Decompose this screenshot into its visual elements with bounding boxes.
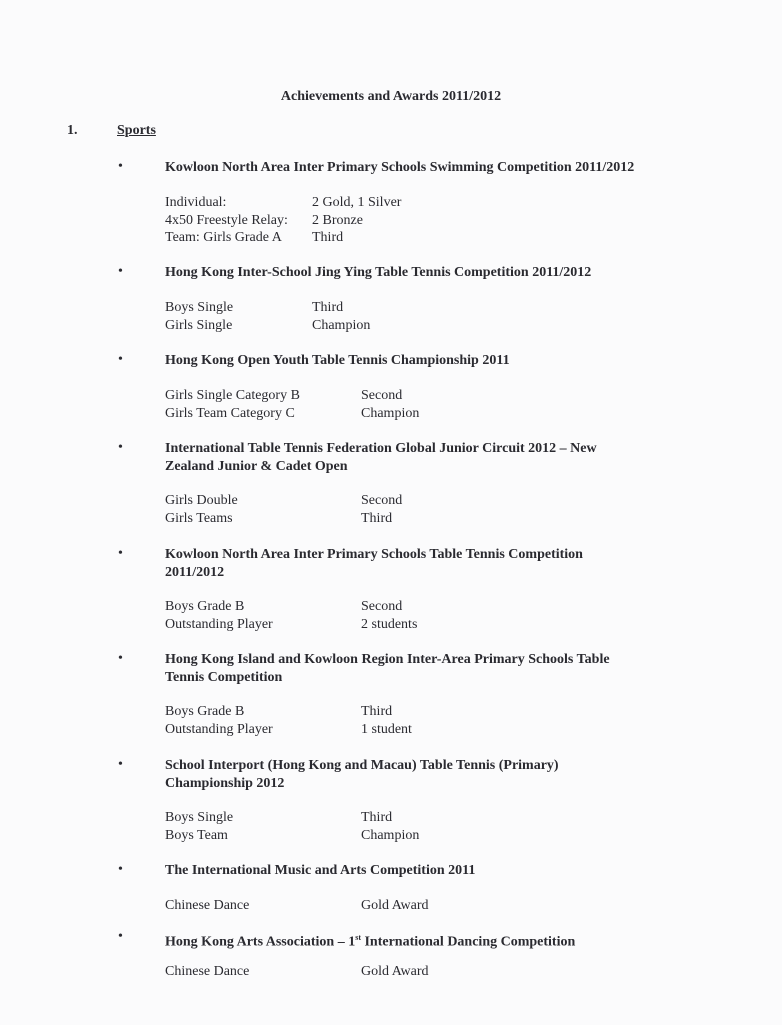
bullet: • <box>118 546 123 561</box>
result-label: Outstanding Player <box>165 721 273 737</box>
result-value: Third <box>312 230 344 245</box>
item-title <box>165 929 665 951</box>
item-title: The International Music and Arts Competition 2011 <box>165 863 476 878</box>
bullet: • <box>118 440 123 455</box>
result-value: Gold Award <box>361 898 429 913</box>
item-title: Kowloon North Area Inter Primary Schools Swimming Competition 2011/2012 <box>165 160 635 175</box>
result-label: Team: Girls Grade A <box>165 230 282 245</box>
result-value: Second <box>361 493 403 508</box>
result-label: Boys Single <box>165 300 234 315</box>
item-title <box>165 651 665 686</box>
item-title-line: Championship 2012 <box>165 775 285 791</box>
result-value: Third <box>361 510 393 526</box>
item-title-sup: st <box>355 933 361 942</box>
bullet: • <box>118 159 123 174</box>
bullet: • <box>118 929 123 944</box>
result-label: Girls Single <box>165 317 233 333</box>
bullet: • <box>118 651 123 666</box>
result-label: Girls Double <box>165 493 238 508</box>
result-label: Girls Teams <box>165 510 233 526</box>
result-label: Boys Team <box>165 827 228 843</box>
result-label: 4x50 Freestyle Relay: <box>165 212 288 228</box>
bullet: • <box>118 264 123 279</box>
bullet: • <box>118 352 123 367</box>
result-label: Individual: <box>165 195 227 210</box>
item-title <box>165 757 665 792</box>
result-value: 2 students <box>361 616 418 632</box>
section-title: Sports <box>117 123 156 138</box>
item-title-line: 2011/2012 <box>165 564 225 580</box>
result-value: Gold Award <box>361 964 429 979</box>
result-value: Champion <box>361 827 420 843</box>
item-title-line: International Table Tennis Federation Global Junior Circuit 2012 – New <box>165 441 597 456</box>
result-label: Chinese Dance <box>165 964 250 979</box>
item-title-line: Kowloon North Area Inter Primary Schools Table Tennis Competition <box>165 547 583 562</box>
result-value: Second <box>361 599 403 614</box>
page-title: Achievements and Awards 2011/2012 <box>280 89 502 104</box>
result-label: Boys Grade B <box>165 599 245 614</box>
item-title <box>165 440 665 475</box>
item-title: Hong Kong Open Youth Table Tennis Championship 2011 <box>165 353 510 368</box>
result-value: Third <box>312 300 344 315</box>
result-value: Second <box>361 388 403 403</box>
result-label: Boys Single <box>165 810 234 825</box>
item-title-line: Hong Kong Island and Kowloon Region Inter-Area Primary Schools Table <box>165 652 610 667</box>
result-value: Third <box>361 810 393 825</box>
item-title-before: Hong Kong Arts Association – 1 <box>165 934 356 950</box>
bullet: • <box>118 862 123 877</box>
result-value: Champion <box>312 317 371 333</box>
result-value: 2 Bronze <box>312 212 363 228</box>
result-value: 2 Gold, 1 Silver <box>312 195 402 210</box>
item-title-after: International Dancing Competition <box>360 934 576 950</box>
bullet: • <box>118 757 123 772</box>
result-label: Chinese Dance <box>165 898 250 913</box>
item-title-line: Tennis Competition <box>165 669 283 685</box>
item-title: Hong Kong Inter-School Jing Ying Table Tennis Competition 2011/2012 <box>165 265 592 280</box>
result-value: Champion <box>361 405 420 421</box>
result-label: Girls Team Category C <box>165 405 295 421</box>
result-label: Girls Single Category B <box>165 388 300 403</box>
item-title-line: Zealand Junior & Cadet Open <box>165 458 348 474</box>
result-value: Third <box>361 704 393 719</box>
item-title <box>165 546 665 581</box>
item-title-line: School Interport (Hong Kong and Macau) Table Tennis (Primary) <box>165 758 559 773</box>
result-label: Boys Grade B <box>165 704 245 719</box>
result-value: 1 student <box>361 721 412 737</box>
section-number: 1. <box>67 123 78 138</box>
result-label: Outstanding Player <box>165 616 273 632</box>
